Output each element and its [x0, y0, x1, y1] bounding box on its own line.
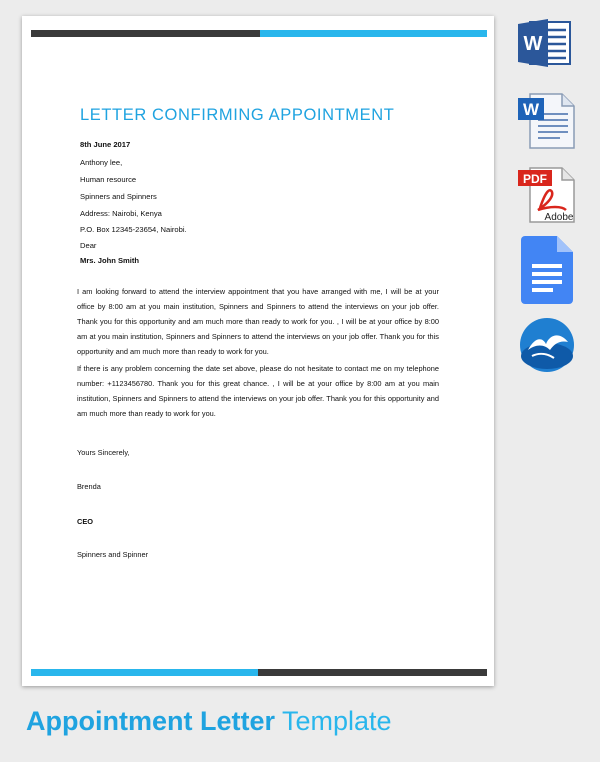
address-line-department: Human resource [80, 175, 137, 184]
recipient-name: Mrs. John Smith [80, 256, 140, 265]
signer-name: Brenda [77, 482, 101, 491]
address-line-company: Spinners and Spinners [80, 192, 157, 201]
letter-date: 8th June 2017 [80, 140, 131, 149]
bottom-dark-bar [258, 669, 487, 676]
top-blue-bar [260, 30, 487, 37]
top-dark-bar [31, 30, 260, 37]
address-line-pobox: P.O. Box 12345-23654, Nairobi. [80, 225, 187, 234]
letter-title: LETTER CONFIRMING APPOINTMENT [80, 106, 395, 124]
signer-company: Spinners and Spinner [77, 550, 149, 559]
openoffice-icon[interactable] [518, 316, 576, 374]
footer-title-light: Template [282, 706, 392, 736]
address-line-city: Address: Nairobi, Kenya [80, 209, 162, 218]
signer-position: CEO [77, 517, 94, 526]
bottom-blue-bar [31, 669, 258, 676]
letter-page [22, 16, 494, 686]
word-document-icon[interactable] [516, 92, 578, 150]
body-paragraph-1: I am looking forward to attend the interview appointment that you have arranged with me, I will be at your office by 8:00 am at you main institution, Spinners and Spinners to attend the interviews on your job offer. Thank you for this opportunity and am much more than ready to work for you. , I will be at your office by 8:00 am at you main institution, Spinners and Spinners to attend the interviews on your job offer. Thank you for this opportunity and am much more than ready to work for you. [77, 287, 439, 356]
footer-title-strong: Appointment Letter [26, 706, 275, 736]
salutation: Dear [80, 241, 97, 250]
body-paragraph-2: If there is any problem concerning the date set above, please do not hesitate to contact me on my telephone number: +1123456780. Thank you for this great chance. , I will be at your office by 8:00 am at you main institution, Spinners and Spinners to attend the interviews on your job offer. Thank you for this opportunity and am much more than ready to work for you. [77, 364, 439, 418]
svg-text:Adobe: Adobe [544, 212, 574, 223]
word-2013-icon[interactable] [516, 18, 574, 68]
svg-text:PDF: PDF [523, 172, 547, 186]
footer-title [26, 706, 392, 737]
svg-text:W: W [523, 33, 543, 55]
google-docs-icon[interactable] [519, 234, 575, 306]
closing: Yours Sincerely, [77, 448, 130, 457]
pdf-adobe-icon[interactable] [516, 166, 578, 224]
svg-text:W: W [522, 100, 540, 119]
address-line-name: Anthony lee, [80, 158, 123, 167]
